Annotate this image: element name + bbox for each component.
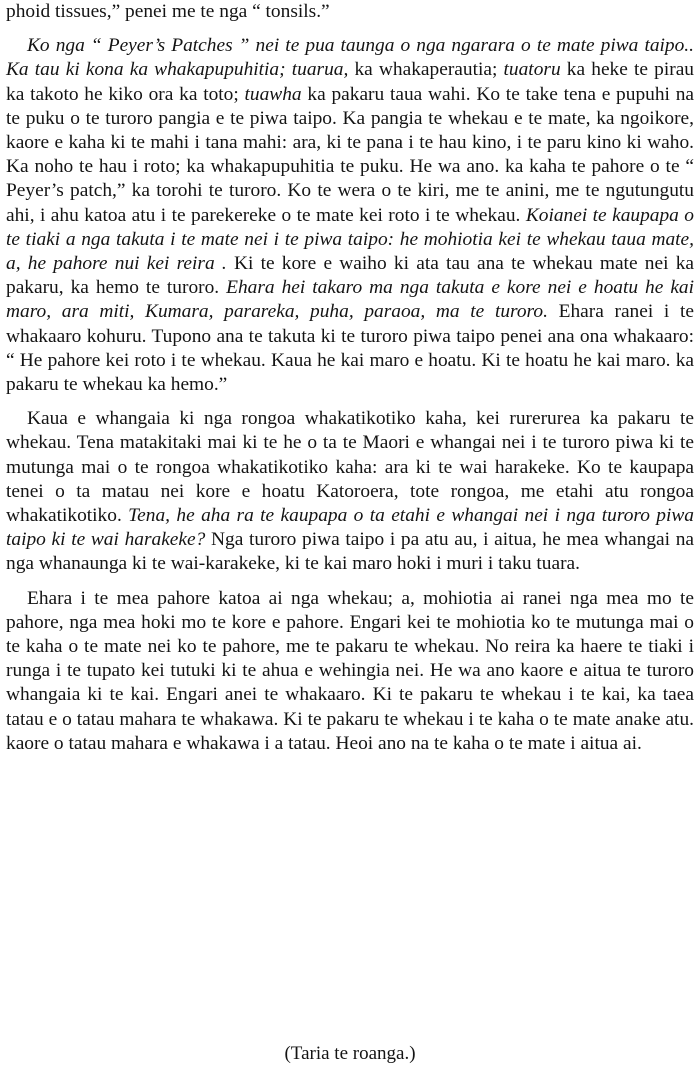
paragraph-0 (6, 0, 694, 24)
text-run: ka pakaru taua wahi. Ko te take tena e pupuhi na te puku o te turoro pangia e te piwa taipo. Ka pangia te whekau e te mate, ka ngoikore, kaore e kaha ki te mahi i tana mahi: ara, ki te pana i te hau kino, i te paru kino ki waho. Ka noho te hau i roto; ka whakapupuhitia te puku. He wa ano. ka kaha te pahore o te “ Peyer’s patch,” ka torohi te turoro. Ko te wera o te kiri, me te anini, me te ngutungutu ahi, i ahu katoa atu i te parekereke o te mate kei roto i te whekau. (6, 83, 694, 226)
italic-text-run: Tena, he aha ra te kaupapa o ta etahi e whangai nei i nga turoro piwa taipo ki te wai harakeke? (6, 505, 694, 551)
text-run: Nga turoro piwa taipo i pa atu au, i aitua, he mea whangai na nga whanaunga ki te wai-karakeke, ki te kai maro hoki i muri i taku tuara. (6, 529, 694, 575)
paragraph-2 (6, 407, 694, 576)
text-run: ka whakaperautia; (348, 59, 504, 81)
text-run: Ki te kore e waiho ki ata tau ana te whekau mate nei ka pakaru, ka hemo te turoro. (6, 253, 694, 299)
text-run: Ehara i te mea pahore katoa ai nga whekau; a, mohiotia ai ranei nga mea mo te pahore, nga mea hoki mo te kore e pahore. Engari kei te mohiotia ko te mutunga mai o te kaha o te mate nei ko te pahore, me te pakaru te whekau. No reira ka haere te tiaki i runga i te tupato kei tutuki ki te ahua e wehingia nei. He wa ano kaore e aitua te turoro whangaia ki te kai. Engari anei te whakaaro. Ki te pakaru te whekau i te kai, ka taea tatau e o tatau mahara te whakawa. Ki te pakaru te whekau i te kaha o te mate anake atu. kaore o tatau mahara e whakawa i a tatau. Heoi ano na te kaha o te mate i aitua ai. (6, 587, 694, 754)
text-run: Ehara ranei i te whakaaro kohuru. Tupono ana te takuta ki te turoro piwa taipo penei ana ona whakaaro: “ He pahore kei roto i te whekau. Kaua he kai maro e hoatu. Ki te hoatu he kai maro. ka pakaru te whekau ka hemo.” (6, 301, 694, 396)
italic-text-run: tuawha (244, 83, 302, 105)
continuation-note: (Taria te roanga.) (284, 1043, 416, 1064)
paragraph-3 (6, 587, 694, 756)
italic-text-run: Ko nga “ Peyer’s Patches ” nei te pua taunga o nga ngarara o te mate piwa taipo.. Ka tau ki kona ka whakapupuhitia; tuarua, (6, 35, 694, 81)
paragraph-gap (6, 24, 694, 34)
text-run: phoid tissues,” penei me te nga “ tonsils.” (6, 1, 330, 22)
text-run: ka heke te pirau ka takoto he kiko ora ka toto; (6, 59, 695, 105)
document-page (6, 0, 694, 756)
italic-text-run: Koianei te kaupapa o te tiaki a nga takuta i te mate nei i te piwa taipo: he mohiotia kei te whekau taua mate, a, he pahore nui kei reira . (6, 204, 695, 275)
paragraph-gap (6, 577, 694, 587)
italic-text-run: tuatoru (503, 59, 561, 81)
paragraph-1 (6, 34, 694, 397)
italic-text-run: Ehara hei takaro ma nga takuta e kore nei e hoatu he kai maro, ara miti, Kumara, parareka, puha, paraoa, ma te turoro. (6, 277, 695, 323)
paragraph-gap (6, 397, 694, 407)
text-run: Kaua e whangaia ki nga rongoa whakatikotiko kaha, kei rurerurea ka pakaru te whekau. Tena matakitaki mai ki te he o ta te Maori e whangai nei i te turoro piwa ki te mutunga mai o te rongoa whakatikotiko kaha: ara ki te wai harakeke. Ko te kaupapa tenei o ta matau nei kore e hoatu Katoroera, tote rongoa, me etahi atu rongoa whakatikotiko. (6, 408, 694, 527)
